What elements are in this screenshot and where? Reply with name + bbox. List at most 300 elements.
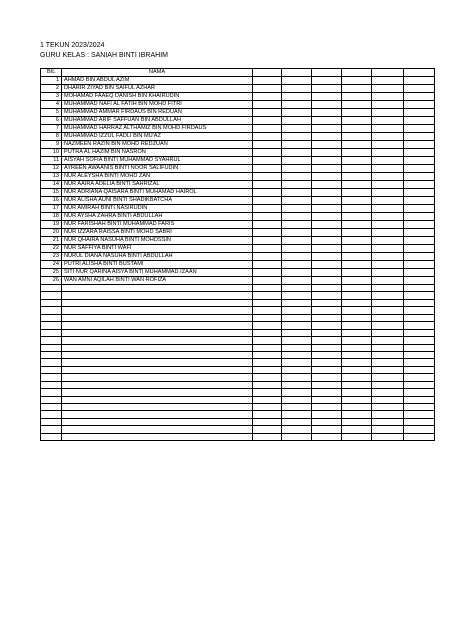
- blank-cell: [282, 109, 312, 117]
- blank-cell: [253, 245, 282, 253]
- table-row: [41, 149, 435, 157]
- blank-cell: [253, 277, 282, 285]
- blank-cell: [312, 173, 342, 181]
- nama-cell: [62, 366, 253, 373]
- blank-cell: [342, 329, 372, 336]
- blank-cell: [372, 351, 404, 358]
- blank-cell: [282, 181, 312, 189]
- nama-cell: WAN AMNI AQILAH BINTI WAN ROFIZA: [62, 277, 253, 285]
- table-row: [41, 157, 435, 165]
- blank-cell: [372, 396, 404, 403]
- nama-cell: [62, 344, 253, 351]
- blank-cell: [404, 277, 435, 285]
- table-row: [41, 359, 435, 366]
- blank-cell: [253, 261, 282, 269]
- nama-cell: NUR ALISHA AUNI BINTI SHADIKBATCHA: [62, 197, 253, 205]
- blank-cell: [253, 229, 282, 237]
- blank-cell: [372, 337, 404, 344]
- nama-cell: NURUL DIANA NASUHA BINTI ABDULLAH: [62, 253, 253, 261]
- nama-cell: SITI NUR QARINA AISYA BINTI MUHAMMAD IZAAN: [62, 269, 253, 277]
- bil-cell: 22: [41, 245, 62, 253]
- blank-cell: [372, 109, 404, 117]
- blank-cell: [404, 77, 435, 85]
- blank-cell: [253, 404, 282, 411]
- blank-cell: [253, 181, 282, 189]
- blank-cell: [253, 213, 282, 221]
- blank-cell: [282, 411, 312, 418]
- blank-cell: [253, 307, 282, 314]
- blank-cell: [342, 404, 372, 411]
- table-row: [41, 221, 435, 229]
- nama-cell: [62, 411, 253, 418]
- blank-cell: [404, 329, 435, 336]
- blank-cell: [282, 237, 312, 245]
- bil-cell: 11: [41, 157, 62, 165]
- blank-cell: [312, 125, 342, 133]
- blank-cell: [372, 277, 404, 285]
- blank-cell: [404, 125, 435, 133]
- blank-cell: [312, 85, 342, 93]
- table-row: [41, 299, 435, 306]
- blank-cell: [342, 141, 372, 149]
- table-row: [41, 245, 435, 253]
- blank-cell: [253, 411, 282, 418]
- nama-cell: AYREEN AWAANIS BINTI NOOR SALIFUDIN: [62, 165, 253, 173]
- bil-cell: [41, 337, 62, 344]
- blank-cell: [372, 411, 404, 418]
- table-row: [41, 374, 435, 381]
- blank-cell: [282, 77, 312, 85]
- blank-cell: [372, 197, 404, 205]
- bil-cell: [41, 285, 62, 292]
- blank-cell: [372, 93, 404, 101]
- blank-cell: [372, 253, 404, 261]
- nama-cell: NUR SAFFIYA BINTI WAFI: [62, 245, 253, 253]
- blank-cell: [404, 285, 435, 292]
- blank-cell: [253, 117, 282, 125]
- bil-cell: 17: [41, 205, 62, 213]
- blank-cell: [312, 189, 342, 197]
- bil-cell: 24: [41, 261, 62, 269]
- blank-cell: [404, 141, 435, 149]
- blank-cell: [312, 411, 342, 418]
- blank-cell: [342, 213, 372, 221]
- table-row: [41, 237, 435, 245]
- blank-cell: [404, 85, 435, 93]
- blank-cell: [282, 404, 312, 411]
- blank-cell: [282, 366, 312, 373]
- blank-cell: [404, 299, 435, 306]
- blank-cell: [342, 322, 372, 329]
- nama-cell: NUR IZZARA RAISSA BINTI MOHD SABRI: [62, 229, 253, 237]
- blank-cell: [282, 149, 312, 157]
- blank-cell: [282, 165, 312, 173]
- nama-cell: AISYAH SOFIA BINTI MUHAMMAD SYAHRUL: [62, 157, 253, 165]
- blank-cell: [312, 93, 342, 101]
- nama-cell: [62, 374, 253, 381]
- blank-cell: [372, 237, 404, 245]
- blank-cell: [404, 433, 435, 440]
- bil-cell: 8: [41, 133, 62, 141]
- blank-cell: [372, 101, 404, 109]
- table-row: [41, 133, 435, 141]
- blank-cell: [342, 149, 372, 157]
- table-row: [41, 165, 435, 173]
- blank-cell: [372, 329, 404, 336]
- blank-cell: [282, 359, 312, 366]
- blank-cell: [282, 307, 312, 314]
- blank-cell: [404, 418, 435, 425]
- blank-cell: [312, 165, 342, 173]
- blank-cell: [312, 117, 342, 125]
- blank-cell: [372, 189, 404, 197]
- bil-cell: 20: [41, 229, 62, 237]
- bil-cell: 23: [41, 253, 62, 261]
- blank-cell: [342, 292, 372, 299]
- table-row: [41, 269, 435, 277]
- blank-cell: [312, 205, 342, 213]
- bil-cell: 5: [41, 109, 62, 117]
- bil-cell: [41, 359, 62, 366]
- blank-cell: [342, 344, 372, 351]
- blank-cell: [372, 221, 404, 229]
- blank-cell: [372, 149, 404, 157]
- table-row: [41, 109, 435, 117]
- nama-cell: MOHAMAD FAAEQ DANISH BIN KHAIRUDIN: [62, 93, 253, 101]
- nama-cell: MUHAMMAD NAFI AL FATIH BIN MOHD FITRI: [62, 101, 253, 109]
- blank-cell: [342, 337, 372, 344]
- nama-cell: [62, 404, 253, 411]
- blank-cell: [342, 285, 372, 292]
- blank-cell: [253, 149, 282, 157]
- class-title: 1 TEKUN 2023/2024: [40, 42, 105, 49]
- blank-cell: [253, 189, 282, 197]
- blank-cell: [253, 322, 282, 329]
- bil-cell: [41, 433, 62, 440]
- blank-cell: [372, 292, 404, 299]
- table-row: [41, 285, 435, 292]
- table-row: [41, 197, 435, 205]
- blank-cell: [342, 181, 372, 189]
- table-body: [41, 77, 435, 441]
- blank-cell: [253, 337, 282, 344]
- nama-cell: [62, 314, 253, 321]
- blank-cell: [253, 141, 282, 149]
- blank-cell: [253, 157, 282, 165]
- blank-cell: [342, 157, 372, 165]
- blank-cell: [282, 381, 312, 388]
- blank-cell: [312, 359, 342, 366]
- blank-cell: [312, 269, 342, 277]
- blank-cell: [312, 366, 342, 373]
- class-teacher: GURU KELAS : SANIAH BINTI IBRAHIM: [40, 52, 168, 59]
- blank-cell: [342, 197, 372, 205]
- blank-cell: [404, 197, 435, 205]
- table-row: [41, 93, 435, 101]
- blank-cell: [404, 411, 435, 418]
- nama-cell: DHARIR ZIYAD BIN SAIFUL AZHAR: [62, 85, 253, 93]
- blank-cell: [372, 157, 404, 165]
- blank-cell: [404, 205, 435, 213]
- blank-cell: [372, 359, 404, 366]
- blank-cell: [404, 93, 435, 101]
- blank-cell: [404, 229, 435, 237]
- table-row: [41, 189, 435, 197]
- blank-cell: [312, 299, 342, 306]
- blank-cell: [312, 133, 342, 141]
- blank-cell: [282, 141, 312, 149]
- blank-cell: [312, 337, 342, 344]
- nama-header: NAMA: [62, 69, 253, 77]
- nama-cell: MUHAMMAD HARRAZ ALTHAMIZ BIN MOHD FIRDAUS: [62, 125, 253, 133]
- nama-cell: [62, 292, 253, 299]
- blank-cell: [312, 433, 342, 440]
- blank-cell: [253, 125, 282, 133]
- table-row: [41, 261, 435, 269]
- blank-cell: [282, 261, 312, 269]
- blank-cell: [253, 221, 282, 229]
- bil-header: BIL: [41, 69, 62, 77]
- bil-cell: 12: [41, 165, 62, 173]
- bil-cell: 21: [41, 237, 62, 245]
- table-row: [41, 229, 435, 237]
- table-row: [41, 389, 435, 396]
- blank-cell: [372, 117, 404, 125]
- table-row: [41, 411, 435, 418]
- blank-cell: [342, 314, 372, 321]
- blank-header: [342, 69, 372, 77]
- blank-cell: [342, 101, 372, 109]
- nama-cell: MUHAMMAD AMMAR FIRDAUS BIN REDUAN: [62, 109, 253, 117]
- blank-cell: [312, 229, 342, 237]
- bil-cell: [41, 351, 62, 358]
- blank-cell: [372, 85, 404, 93]
- blank-cell: [342, 381, 372, 388]
- blank-cell: [312, 396, 342, 403]
- bil-cell: 4: [41, 101, 62, 109]
- blank-cell: [312, 351, 342, 358]
- blank-cell: [372, 366, 404, 373]
- blank-cell: [342, 85, 372, 93]
- table-header-row: [41, 69, 435, 77]
- table-row: [41, 433, 435, 440]
- blank-cell: [404, 314, 435, 321]
- blank-cell: [282, 322, 312, 329]
- blank-cell: [372, 125, 404, 133]
- bil-cell: 16: [41, 197, 62, 205]
- table-row: [41, 277, 435, 285]
- blank-cell: [404, 237, 435, 245]
- blank-cell: [372, 205, 404, 213]
- table-row: [41, 404, 435, 411]
- table-row: [41, 117, 435, 125]
- blank-cell: [282, 344, 312, 351]
- blank-cell: [404, 165, 435, 173]
- nama-cell: NUR QHAIRA NASUHA BINTI MOHDSSIN: [62, 237, 253, 245]
- blank-cell: [282, 337, 312, 344]
- blank-cell: [253, 381, 282, 388]
- blank-header: [312, 69, 342, 77]
- blank-cell: [372, 314, 404, 321]
- blank-cell: [342, 269, 372, 277]
- table-row: [41, 181, 435, 189]
- bil-cell: 26: [41, 277, 62, 285]
- student-roster-table: [40, 68, 435, 441]
- blank-cell: [404, 269, 435, 277]
- bil-cell: [41, 314, 62, 321]
- blank-cell: [372, 418, 404, 425]
- blank-cell: [312, 329, 342, 336]
- blank-cell: [253, 237, 282, 245]
- table-row: [41, 77, 435, 85]
- nama-cell: NUR AYSHA ZAHRA BINTI ABDULLAH: [62, 213, 253, 221]
- bil-cell: 15: [41, 189, 62, 197]
- blank-cell: [253, 101, 282, 109]
- blank-cell: [342, 366, 372, 373]
- nama-cell: [62, 396, 253, 403]
- blank-cell: [404, 221, 435, 229]
- blank-cell: [404, 133, 435, 141]
- blank-cell: [312, 418, 342, 425]
- blank-cell: [404, 374, 435, 381]
- nama-cell: [62, 426, 253, 433]
- blank-cell: [253, 85, 282, 93]
- blank-header: [372, 69, 404, 77]
- bil-cell: [41, 396, 62, 403]
- blank-cell: [372, 141, 404, 149]
- blank-cell: [372, 285, 404, 292]
- blank-header: [404, 69, 435, 77]
- blank-cell: [404, 189, 435, 197]
- blank-cell: [372, 344, 404, 351]
- blank-cell: [372, 426, 404, 433]
- blank-cell: [342, 261, 372, 269]
- blank-cell: [253, 133, 282, 141]
- blank-cell: [404, 404, 435, 411]
- blank-cell: [282, 292, 312, 299]
- nama-cell: NUR ALEYSHA BINTI MOHD ZAN: [62, 173, 253, 181]
- blank-cell: [372, 181, 404, 189]
- nama-cell: [62, 418, 253, 425]
- blank-cell: [312, 344, 342, 351]
- blank-cell: [404, 149, 435, 157]
- blank-cell: [372, 307, 404, 314]
- blank-cell: [253, 426, 282, 433]
- blank-cell: [404, 261, 435, 269]
- blank-cell: [312, 213, 342, 221]
- bil-cell: [41, 381, 62, 388]
- blank-cell: [312, 374, 342, 381]
- blank-cell: [253, 366, 282, 373]
- nama-cell: [62, 359, 253, 366]
- blank-cell: [312, 109, 342, 117]
- blank-cell: [342, 221, 372, 229]
- blank-cell: [312, 253, 342, 261]
- blank-cell: [253, 344, 282, 351]
- blank-cell: [372, 261, 404, 269]
- blank-cell: [282, 245, 312, 253]
- blank-cell: [312, 221, 342, 229]
- blank-cell: [372, 381, 404, 388]
- blank-cell: [253, 433, 282, 440]
- blank-cell: [282, 133, 312, 141]
- blank-cell: [312, 314, 342, 321]
- blank-cell: [282, 101, 312, 109]
- table-row: [41, 314, 435, 321]
- blank-cell: [282, 374, 312, 381]
- table-row: [41, 396, 435, 403]
- blank-cell: [342, 299, 372, 306]
- blank-cell: [342, 359, 372, 366]
- table-row: [41, 253, 435, 261]
- table-row: [41, 125, 435, 133]
- blank-cell: [312, 237, 342, 245]
- blank-cell: [372, 322, 404, 329]
- blank-cell: [282, 253, 312, 261]
- blank-cell: [253, 329, 282, 336]
- bil-cell: [41, 366, 62, 373]
- blank-cell: [342, 109, 372, 117]
- nama-cell: NUR FARISHAH BINTI MUHAMMAD FARIS: [62, 221, 253, 229]
- blank-cell: [282, 117, 312, 125]
- blank-cell: [312, 245, 342, 253]
- blank-cell: [253, 396, 282, 403]
- blank-cell: [404, 322, 435, 329]
- blank-cell: [282, 285, 312, 292]
- blank-cell: [342, 374, 372, 381]
- table-row: [41, 101, 435, 109]
- blank-cell: [282, 205, 312, 213]
- blank-cell: [282, 125, 312, 133]
- table-row: [41, 351, 435, 358]
- blank-cell: [253, 253, 282, 261]
- blank-cell: [253, 389, 282, 396]
- bil-cell: [41, 374, 62, 381]
- blank-cell: [282, 426, 312, 433]
- blank-cell: [342, 205, 372, 213]
- bil-cell: 6: [41, 117, 62, 125]
- bil-cell: 10: [41, 149, 62, 157]
- table-row: [41, 381, 435, 388]
- blank-cell: [253, 173, 282, 181]
- bil-cell: 1: [41, 77, 62, 85]
- blank-cell: [404, 359, 435, 366]
- blank-cell: [282, 277, 312, 285]
- table-row: [41, 141, 435, 149]
- blank-cell: [282, 197, 312, 205]
- blank-cell: [282, 389, 312, 396]
- blank-cell: [404, 366, 435, 373]
- nama-cell: [62, 307, 253, 314]
- bil-cell: 25: [41, 269, 62, 277]
- table-row: [41, 307, 435, 314]
- blank-cell: [282, 299, 312, 306]
- blank-cell: [404, 381, 435, 388]
- nama-cell: PUTRI ALISHA BINTI BUSTAMI: [62, 261, 253, 269]
- blank-cell: [312, 101, 342, 109]
- blank-cell: [342, 433, 372, 440]
- blank-header: [253, 69, 282, 77]
- blank-cell: [404, 173, 435, 181]
- blank-header: [282, 69, 312, 77]
- blank-cell: [282, 157, 312, 165]
- blank-cell: [342, 165, 372, 173]
- blank-cell: [404, 101, 435, 109]
- blank-cell: [253, 351, 282, 358]
- blank-cell: [282, 269, 312, 277]
- blank-cell: [282, 433, 312, 440]
- blank-cell: [253, 269, 282, 277]
